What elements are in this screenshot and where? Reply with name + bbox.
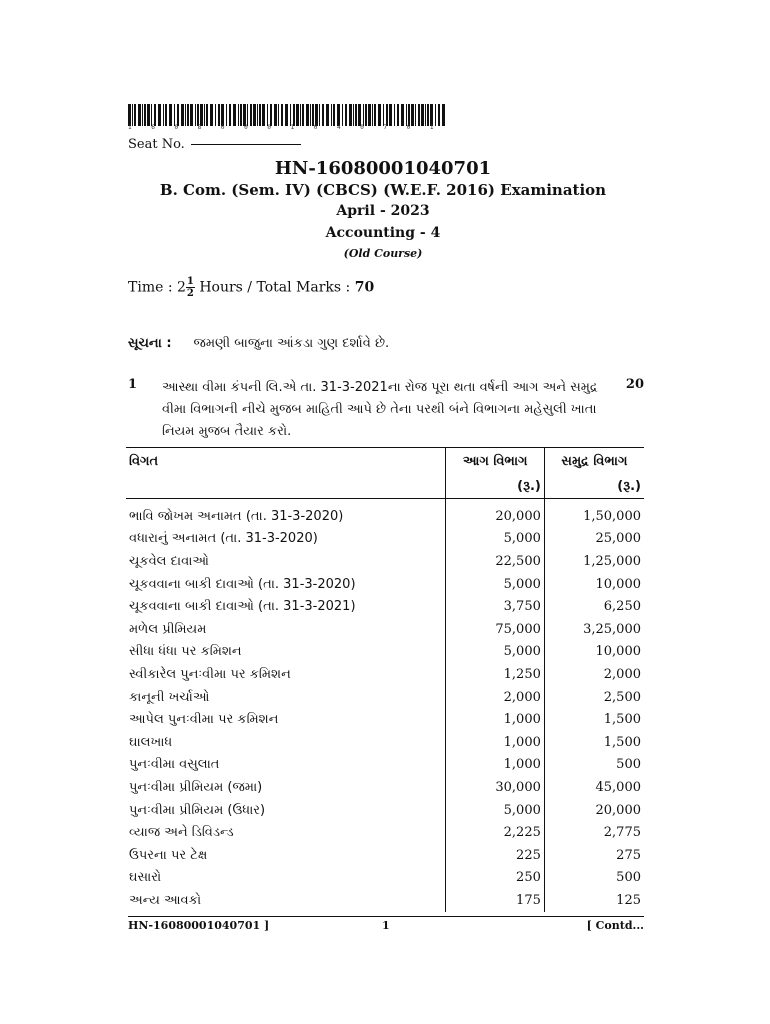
table-row bbox=[126, 641, 644, 664]
instructions-text: જમણી બાજુના આંકડા ગુણ દર્શાવે છે. bbox=[193, 336, 390, 351]
row-label: પુનઃવીમા પ્રીમિયમ (ઉધાર) bbox=[129, 802, 266, 818]
course-type: (Old Course) bbox=[343, 247, 423, 260]
marine-value: 500 bbox=[544, 867, 644, 890]
exam-month: April - 2023 bbox=[336, 203, 430, 219]
fraction-numerator: 1 bbox=[186, 276, 194, 287]
table-row bbox=[126, 550, 644, 573]
header-marine-dept: સમુદ્ર વિભાગ bbox=[544, 448, 644, 475]
fire-value: 1,000 bbox=[446, 708, 544, 731]
marine-value: 500 bbox=[544, 754, 644, 777]
marine-value: 10,000 bbox=[544, 641, 644, 664]
fire-value: 175 bbox=[446, 889, 544, 912]
marine-value: 10,000 bbox=[544, 573, 644, 596]
exam-title: B. Com. (Sem. IV) (CBCS) (W.E.F. 2016) Examination bbox=[159, 181, 607, 199]
header-particulars: વિગત bbox=[126, 448, 446, 475]
table-row bbox=[126, 776, 644, 799]
row-label: ભાવિ જોખમ અનામત (તા. 31-3-2020) bbox=[129, 508, 344, 524]
marine-value: 1,50,000 bbox=[544, 499, 644, 528]
row-label: ચૂકવેલ દાવાઓ bbox=[129, 553, 209, 569]
table-row bbox=[126, 754, 644, 777]
row-label: વ્યાજ અને ડિવિડન્ડ bbox=[129, 825, 234, 841]
table-row bbox=[126, 821, 644, 844]
question-1 bbox=[128, 377, 644, 443]
page-number: 1 bbox=[382, 919, 390, 932]
marine-value: 20,000 bbox=[544, 799, 644, 822]
footer-code: HN-16080001040701 ] bbox=[128, 919, 270, 932]
fire-value: 22,500 bbox=[446, 550, 544, 573]
instructions bbox=[128, 336, 389, 351]
table-row bbox=[126, 686, 644, 709]
marine-value: 2,500 bbox=[544, 686, 644, 709]
question-text: આસ્થા વીમા કંપની લિ.એ તા. 31-3-2021ના રોજ પૂરા થતા વર્ષની આગ અને સમુદ્ર વીમા વિભાગની નીચે મુજબ માહિતી આપે છે તેના પરથી બંને વિભાગના મહેસુલી ખાતા નિયમ મુજબ તૈયાર કરો. bbox=[162, 380, 598, 439]
time-label: Time : 2 bbox=[128, 279, 186, 296]
row-label: પુનઃવીમા પ્રીમિયમ (જમા) bbox=[129, 779, 263, 795]
question-marks: 20 bbox=[625, 377, 644, 392]
fire-value: 2,225 bbox=[446, 821, 544, 844]
row-label: કાનૂની ખર્ચાઓ bbox=[129, 689, 210, 705]
table-row bbox=[126, 708, 644, 731]
marine-value: 3,25,000 bbox=[544, 618, 644, 641]
fire-value: 225 bbox=[446, 844, 544, 867]
fraction-denominator: 2 bbox=[186, 288, 194, 299]
fire-value: 5,000 bbox=[446, 799, 544, 822]
table-row bbox=[126, 799, 644, 822]
time-fraction bbox=[186, 276, 195, 299]
fire-value: 1,250 bbox=[446, 663, 544, 686]
row-label: ચૂકવવાના બાકી દાવાઓ (તા. 31-3-2020) bbox=[129, 576, 356, 592]
table-unit-row bbox=[126, 474, 644, 499]
row-label: આપેલ પુનઃવીમા પર કમિશન bbox=[129, 712, 279, 728]
barcode-image bbox=[128, 104, 448, 126]
fire-value: 20,000 bbox=[446, 499, 544, 528]
table-row bbox=[126, 889, 644, 912]
fire-value: 5,000 bbox=[446, 573, 544, 596]
table-body bbox=[126, 499, 644, 912]
paper-code: HN-16080001040701 bbox=[274, 158, 492, 179]
seat-blank-line bbox=[191, 144, 301, 145]
marine-value: 1,500 bbox=[544, 708, 644, 731]
header-blank bbox=[126, 474, 446, 499]
marine-value: 45,000 bbox=[544, 776, 644, 799]
instructions-label: સૂચના : bbox=[128, 336, 172, 351]
header-marine-unit: (રૂ.) bbox=[544, 474, 644, 499]
data-table bbox=[126, 447, 644, 912]
row-label: ઘસારો bbox=[129, 870, 162, 886]
barcode-digits: 1 6 0 8 0 0 0 1 0 4 0 7 0 1 bbox=[128, 124, 442, 131]
hours-label: Hours / Total Marks : bbox=[194, 279, 355, 296]
fire-value: 30,000 bbox=[446, 776, 544, 799]
seat-number-field bbox=[128, 137, 301, 152]
row-label: સ્વીકારેલ પુનઃવીમા પર કમિશન bbox=[129, 666, 291, 682]
table-row bbox=[126, 618, 644, 641]
fire-value: 3,750 bbox=[446, 595, 544, 618]
row-label: વધારાનું અનામત (તા. 31-3-2020) bbox=[129, 531, 318, 547]
fire-value: 250 bbox=[446, 867, 544, 890]
marine-value: 125 bbox=[544, 889, 644, 912]
row-label: સીધા ધંધા પર કમિશન bbox=[129, 644, 242, 660]
total-marks: 70 bbox=[354, 279, 375, 296]
time-marks-line bbox=[128, 276, 374, 299]
subject-title: Accounting - 4 bbox=[325, 225, 441, 241]
marine-value: 6,250 bbox=[544, 595, 644, 618]
table-row bbox=[126, 573, 644, 596]
seat-label: Seat No. bbox=[128, 137, 185, 152]
continued-label: [ Contd... bbox=[586, 919, 644, 932]
row-label: પુનઃવીમા વસુલાત bbox=[129, 757, 220, 773]
marine-value: 1,25,000 bbox=[544, 550, 644, 573]
table-row bbox=[126, 663, 644, 686]
fire-value: 75,000 bbox=[446, 618, 544, 641]
table-row bbox=[126, 844, 644, 867]
table-row bbox=[126, 528, 644, 551]
table-header-row bbox=[126, 448, 644, 475]
fire-value: 5,000 bbox=[446, 528, 544, 551]
question-number: 1 bbox=[128, 377, 138, 392]
marine-value: 2,775 bbox=[544, 821, 644, 844]
fire-value: 5,000 bbox=[446, 641, 544, 664]
row-label: અન્ય આવકો bbox=[129, 892, 202, 908]
header-fire-dept: આગ વિભાગ bbox=[446, 448, 544, 475]
marine-value: 25,000 bbox=[544, 528, 644, 551]
fire-value: 1,000 bbox=[446, 754, 544, 777]
fire-value: 2,000 bbox=[446, 686, 544, 709]
row-label: ચૂકવવાના બાકી દાવાઓ (તા. 31-3-2021) bbox=[129, 599, 356, 615]
row-label: ઘાલખાધ bbox=[129, 734, 173, 750]
row-label: ઉપરના પર ટેક્ષ bbox=[129, 847, 208, 863]
table-row bbox=[126, 731, 644, 754]
page-footer bbox=[128, 916, 644, 932]
table-row bbox=[126, 867, 644, 890]
marine-value: 1,500 bbox=[544, 731, 644, 754]
table-row bbox=[126, 595, 644, 618]
header-fire-unit: (રૂ.) bbox=[446, 474, 544, 499]
fire-value: 1,000 bbox=[446, 731, 544, 754]
table-row bbox=[126, 499, 644, 528]
row-label: મળેલ પ્રીમિયમ bbox=[129, 621, 207, 637]
marine-value: 2,000 bbox=[544, 663, 644, 686]
marine-value: 275 bbox=[544, 844, 644, 867]
